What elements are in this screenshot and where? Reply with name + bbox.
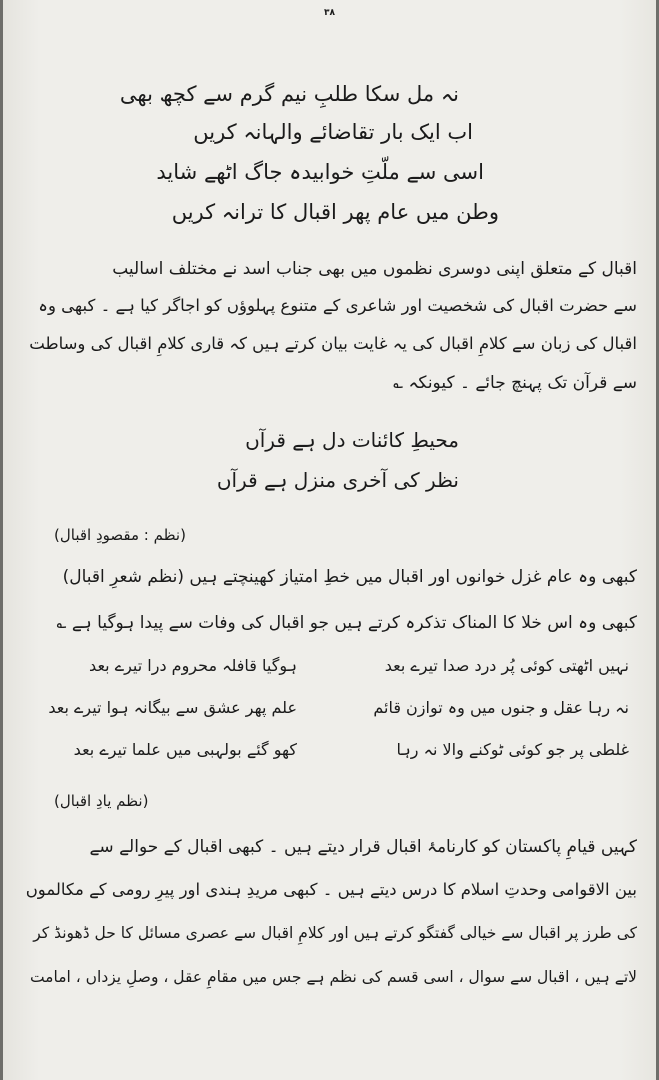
- marsiya-verse-2-left: علم پھر عشق سے بیگانہ ہوا تیرے بعد: [48, 698, 297, 717]
- poem-title-maqsood-e-iqbal: (نظم : مقصودِ اقبال): [54, 526, 186, 544]
- prose-1-line-4: سے قرآن تک پہنچ جائے ۔ کیونکہ ؎: [393, 373, 637, 393]
- marsiya-verse-3-right: غلطی پر جو کوئی ٹوکنے والا نہ رہا: [396, 740, 629, 759]
- prose-3-line-2: بین الاقوامی وحدتِ اسلام کا درس دیتے ہیں ۔ کبھی مریدِ ہندی اور پیرِ رومی کے مکالموں: [25, 880, 637, 899]
- prose-3-line-1: کہیں قیامِ پاکستان کو کارنامۂ اقبال قرار دیتے ہیں ۔ کبھی اقبال کے حوالے سے: [89, 837, 637, 857]
- page-number: ٣٨: [324, 8, 335, 18]
- prose-1-line-3: اقبال کی زبان سے کلامِ اقبال کی یہ غایت بیان کرتے ہیں کہ قاری کلامِ اقبال کی وساطت: [29, 334, 637, 353]
- page-left-border: [0, 0, 3, 1080]
- marsiya-verse-1-right: نہیں اٹھتی کوئی پُر درد صدا تیرے بعد: [384, 656, 629, 675]
- poem-title-yaad-e-iqbal: (نظم یادِ اقبال): [54, 792, 149, 810]
- poem-top-line-2: اب ایک بار تقاضائے والہانہ کریں: [193, 120, 473, 144]
- prose-2-line-1: کبھی وہ عام غزل خوانوں اور اقبال میں خطِ امتیاز کھینچتے ہیں (نظم شعرِ اقبال): [62, 567, 637, 587]
- prose-1-line-1: اقبال کے متعلق اپنی دوسری نظموں میں بھی جناب اسد نے مختلف اسالیب: [112, 259, 637, 279]
- prose-3-line-3: کی طرز پر اقبال سے خیالی گفتگو کرتے ہیں اور کلامِ اقبال سے عصری مسائل کا حل ڈھونڈ کر: [33, 924, 637, 942]
- poem-top-line-1: نہ مل سکا طلبِ نیم گرم سے کچھ بھی: [119, 82, 459, 106]
- marsiya-verse-1-left: ہوگیا قافلہ محروم درا تیرے بعد: [89, 656, 297, 675]
- couplet-quran-line-2: نظر کی آخری منزل ہے قرآں: [216, 468, 459, 492]
- couplet-quran-line-1: محیطِ کائنات دل ہے قرآں: [245, 428, 459, 452]
- prose-2-line-2: کبھی وہ اس خلا کا المناک تذکرہ کرتے ہیں جو اقبال کی وفات سے پیدا ہوگیا ہے ؎: [56, 613, 637, 633]
- prose-3-line-4: لاتے ہیں ، اقبال سے سوال ، اسی قسم کی نظم ہے جس میں مقامِ عقل ، وصلِ یزداں ، امامت: [29, 968, 637, 986]
- poem-top-line-4: وطن میں عام پھر اقبال کا ترانہ کریں: [171, 200, 499, 224]
- marsiya-verse-3-left: کھو گئے بولہبی میں علما تیرے بعد: [73, 740, 297, 759]
- poem-top-line-3: اسی سے ملّتِ خوابیدہ جاگ اٹھے شاید: [156, 160, 484, 184]
- prose-1-line-2: سے حضرت اقبال کی شخصیت اور شاعری کے متنوع پہلوؤں کو اجاگر کیا ہے ۔ کبھی وہ: [38, 296, 637, 315]
- marsiya-verse-2-right: نہ رہا عقل و جنوں میں وہ توازن قائم: [373, 698, 629, 717]
